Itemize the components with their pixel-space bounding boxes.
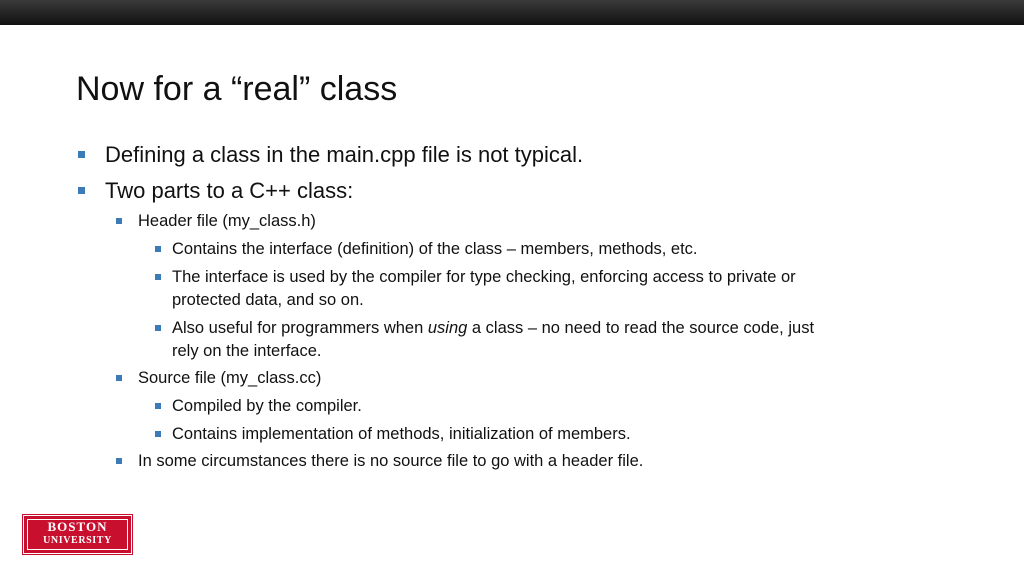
list-item [172, 395, 362, 418]
square-bullet-icon [155, 246, 161, 252]
text-run: Also useful for programmers when [172, 319, 428, 337]
square-bullet-icon [116, 218, 122, 224]
square-bullet-icon [155, 403, 161, 409]
square-bullet-icon [78, 151, 85, 158]
list-item-text: Two parts to a C++ class: [105, 178, 354, 203]
list-item-text: In some circumstances there is no source file to go with a header file. [138, 452, 644, 470]
list-item [172, 266, 796, 312]
list-item-text: Compiled by the compiler. [172, 397, 362, 415]
square-bullet-icon [155, 325, 161, 331]
square-bullet-icon [78, 187, 85, 194]
list-item [105, 179, 353, 202]
list-item [172, 238, 698, 261]
list-item [138, 450, 643, 473]
list-item [138, 210, 316, 233]
logo-text-line2: UNIVERSITY [43, 535, 112, 546]
square-bullet-icon [116, 375, 122, 381]
slide-title: Now for a “real” class [76, 70, 398, 108]
list-item [105, 143, 583, 166]
list-item [138, 367, 321, 390]
text-run: a class – no need to read the source code, just [467, 319, 815, 337]
list-item [172, 317, 814, 363]
list-item-text: Source file (my_class.cc) [138, 369, 322, 387]
top-header-bar [0, 0, 1024, 25]
list-item-text: Header file (my_class.h) [138, 212, 316, 230]
list-item-text-line1: The interface is used by the compiler for type checking, enforcing access to private or [172, 268, 796, 286]
list-item [172, 423, 631, 446]
list-item-text: Contains implementation of methods, initialization of members. [172, 425, 631, 443]
list-item-text-line1 [172, 317, 814, 340]
list-item-text-line2: protected data, and so on. [172, 291, 364, 309]
square-bullet-icon [116, 458, 122, 464]
logo-text-line1: BOSTON [47, 519, 108, 534]
list-item-text-line2: rely on the interface. [172, 342, 322, 360]
boston-university-logo [23, 515, 132, 554]
square-bullet-icon [155, 431, 161, 437]
list-item-text: Contains the interface (definition) of the class – members, methods, etc. [172, 240, 698, 258]
square-bullet-icon [155, 274, 161, 280]
list-item-text: Defining a class in the main.cpp file is not typical. [105, 142, 584, 167]
emphasis-text: using [427, 319, 468, 337]
